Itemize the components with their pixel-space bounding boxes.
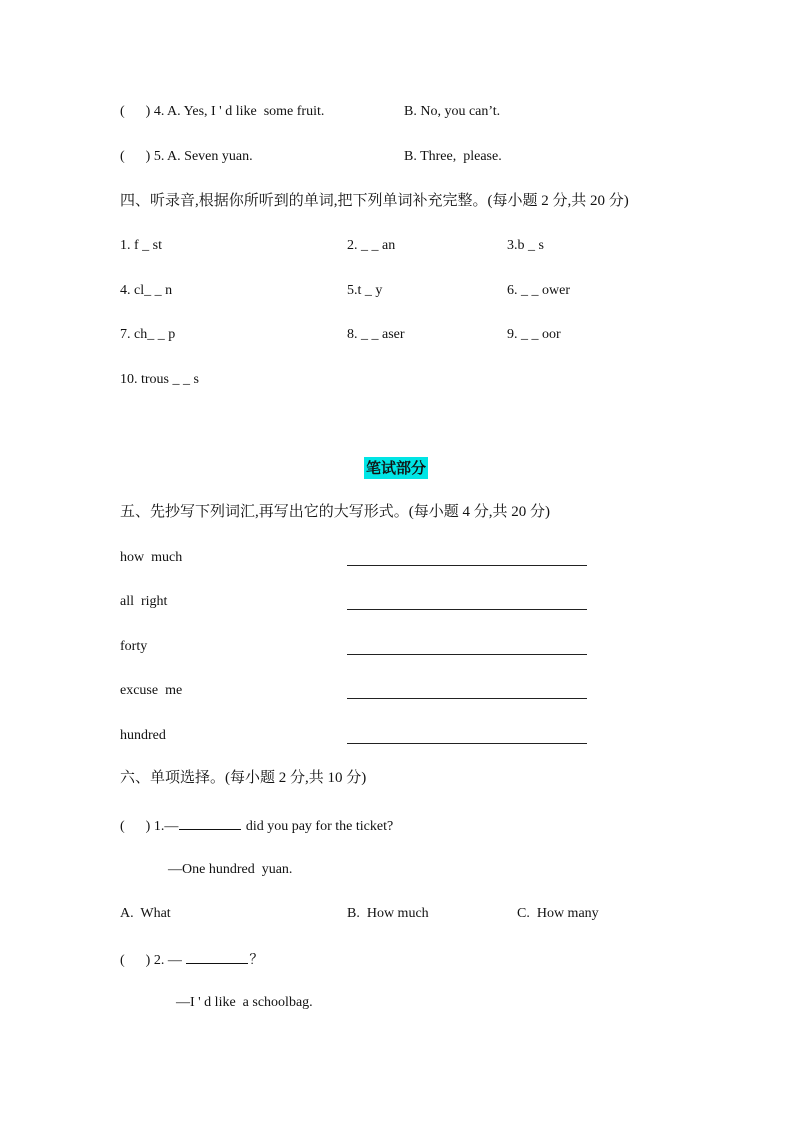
written-part-title: 笔试部分	[366, 459, 427, 477]
word-item-4: 4. cl_ _ n	[120, 283, 173, 298]
answer-line-3[interactable]	[347, 654, 587, 655]
copy-word-1: how much	[120, 550, 183, 565]
answer-line-1[interactable]	[347, 565, 587, 566]
choice-question-1-reply: —One hundred yuan.	[168, 862, 293, 877]
word-item-10: 10. trous _ _ s	[120, 372, 199, 387]
choice-question-1-option-c: C. How many	[517, 906, 599, 921]
choice-question-2-blank[interactable]	[186, 950, 248, 964]
choice-question-1-option-a: A. What	[120, 906, 171, 921]
choice-question-1-prefix: ( ) 1.—	[120, 819, 179, 834]
choice-question-1-option-b: B. How much	[347, 906, 429, 921]
choice-question-2-prefix: ( ) 2. —	[120, 953, 186, 968]
choice-question-2-reply: —I ' d like a schoolbag.	[176, 995, 313, 1010]
copy-word-4: excuse me	[120, 683, 183, 698]
answer-line-2[interactable]	[347, 609, 587, 610]
listening-question-4-option-b: B. No, you can’t.	[404, 104, 501, 119]
section-5-heading: 五、先抄写下列词汇,再写出它的大写形式。(每小题 4 分,共 20 分)	[120, 504, 550, 520]
listening-question-4: ( ) 4. A. Yes, I ' d like some fruit.	[120, 104, 325, 119]
answer-line-4[interactable]	[347, 698, 587, 699]
word-item-6: 6. _ _ ower	[507, 283, 570, 298]
section-4-heading: 四、听录音,根据你所听到的单词,把下列单词补充完整。(每小题 2 分,共 20 分)	[120, 193, 629, 209]
word-item-2: 2. _ _ an	[347, 238, 396, 253]
choice-question-2-suffix: ？	[249, 953, 264, 968]
answer-line-5[interactable]	[347, 743, 587, 744]
choice-question-1	[120, 816, 393, 836]
listening-question-5: ( ) 5. A. Seven yuan.	[120, 149, 253, 164]
word-item-9: 9. _ _ oor	[507, 327, 561, 342]
word-item-7: 7. ch_ _ p	[120, 327, 176, 342]
word-item-1: 1. f _ st	[120, 238, 162, 253]
word-item-5: 5.t _ y	[347, 283, 383, 298]
copy-word-3: forty	[120, 639, 148, 654]
word-item-3: 3.b _ s	[507, 238, 544, 253]
word-item-8: 8. _ _ aser	[347, 327, 405, 342]
copy-word-5: hundred	[120, 728, 166, 743]
choice-question-1-suffix: did you pay for the ticket?	[242, 819, 394, 834]
listening-question-5-option-b: B. Three, please.	[404, 149, 502, 164]
choice-question-2	[120, 950, 263, 970]
section-6-heading: 六、单项选择。(每小题 2 分,共 10 分)	[120, 770, 367, 786]
copy-word-2: all right	[120, 594, 168, 609]
choice-question-1-blank[interactable]	[179, 816, 241, 830]
